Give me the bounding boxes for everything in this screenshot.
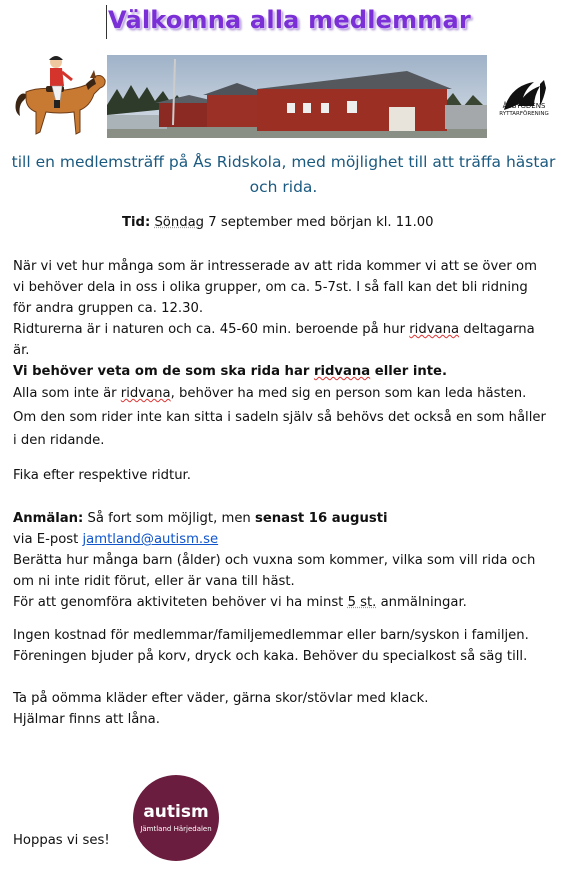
- riding-school-photo: [107, 55, 487, 138]
- signup-section: Anmälan: Så fort som möjligt, men senast 16 augusti via E-post jamtland@autism.se Berätta hur många barn (ålder) och vuxna som kommer, vilka som vill rida och om ni inte ridit förut, eller är vana till häst. För att genomföra aktiviteten behöver vi ha minst 5 st. anmälningar.: [13, 511, 536, 610]
- event-time: Tid: Söndag 7 september med början kl. 11.00: [122, 215, 434, 230]
- closing-greeting: Hoppas vi ses!: [13, 833, 110, 848]
- autism-logo-region: Jämtland Härjedalen: [140, 825, 212, 833]
- subtitle: till en medlemsträff på Ås Ridskola, med möjlighet till att träffa hästar och rida.: [11, 153, 556, 196]
- email-link[interactable]: jamtland@autism.se: [82, 532, 219, 547]
- page-title: Välkomna alla medlemmar: [108, 6, 471, 34]
- horse-rider-illustration: [10, 50, 108, 142]
- autism-logo-word: autism: [143, 802, 209, 822]
- fika-note: Fika efter respektive ridtur.: [13, 468, 191, 483]
- clothing-info: Ta på oömma kläder efter väder, gärna skor/stövlar med klack. Hjälmar finns att låna.: [13, 691, 429, 727]
- cost-info: Ingen kostnad för medlemmar/familjemedlemmar eller barn/syskon i familjen. Föreningen bjuder på korv, dryck och kaka. Behöver du specialkost så säg till.: [13, 628, 529, 664]
- text-cursor: [106, 5, 107, 39]
- paragraph-assistance: Alla som inte är ridvana, behöver ha med sig en person som kan leda hästen. Om den som rider inte kan sitta i sadeln själv så behövs det också en som håller i den ridande.: [13, 386, 546, 448]
- club-name: ÅSBYGDENS RYTTARFÖRENING: [499, 102, 549, 117]
- paragraph-groups: När vi vet hur många som är intresserade av att rida kommer vi att se över om vi behöver dela in oss i olika grupper, om ca. 5-7st. I så fall kan det bli ridning för andra gruppen ca. 12.30. Ridturerna är i naturen och ca. 45-60 min. beroende på hur ridvana deltagarna är. Vi behöver veta om de som ska rida har ridvana eller inte.: [13, 259, 537, 379]
